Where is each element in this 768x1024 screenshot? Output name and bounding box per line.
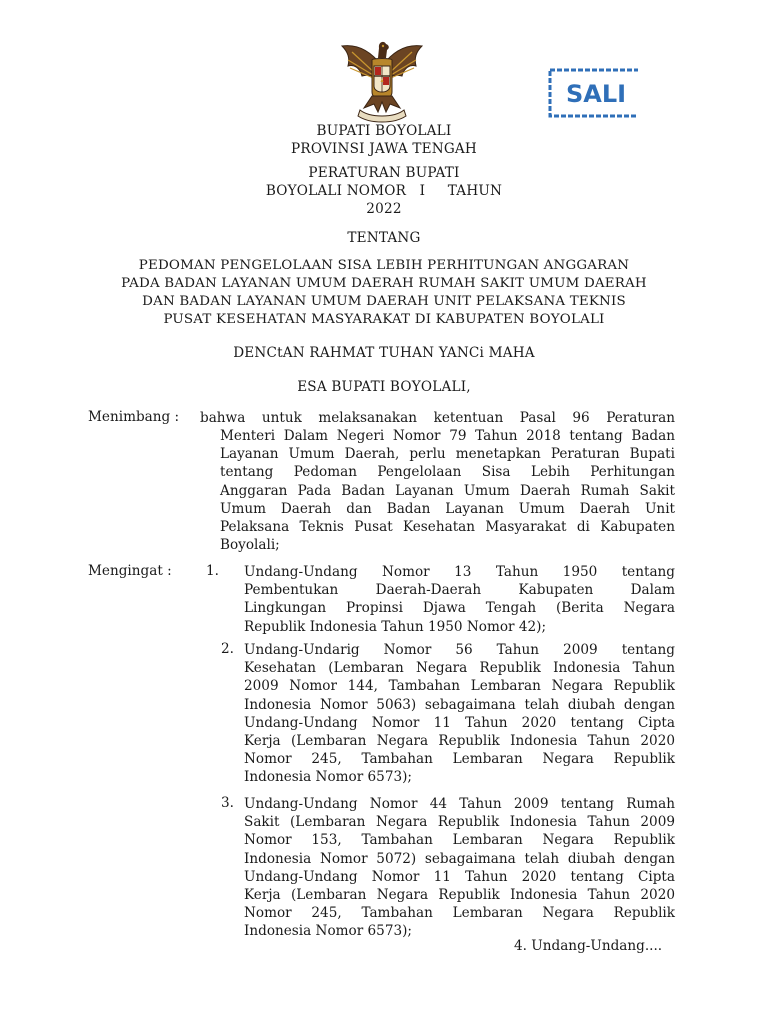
- list-number: 3.: [221, 795, 234, 811]
- text-line: Lingkungan Propinsi Djawa Tengah (Berita Negara: [244, 600, 675, 617]
- stamp-icon: [546, 64, 638, 122]
- header-regulation: PERATURAN BUPATI: [308, 165, 460, 181]
- text-line: Nomor 153, Tambahan Lembaran Negara Republik: [244, 832, 675, 849]
- header-tentang: TENTANG: [347, 230, 421, 246]
- menimbang-label: Menimbang :: [88, 409, 180, 425]
- text-line: Undang-Undang Nomor 11 Tahun 2020 tentang Cipta: [244, 714, 675, 731]
- text-line: Indonesia Nomor 5063) sebagaimana telah diubah dengan: [244, 696, 675, 713]
- header-year: 2022: [366, 201, 402, 217]
- title-line: PADA BADAN LAYANAN UMUM DAERAH RUMAH SAKIT UMUM DAERAH: [121, 276, 647, 291]
- text-line: Anggaran Pada Badan Layanan Umum Daerah Rumah Sakit: [220, 482, 675, 499]
- header-number: BOYOLALI NOMOR I TAHUN: [265, 183, 503, 199]
- text-line: tentang Pedoman Pengelolaan Sisa Lebih Perhitungan: [220, 464, 675, 481]
- text-line: Umum Daerah dan Badan Layanan Umum Daerah Unit: [220, 500, 675, 517]
- title-line: PEDOMAN PENGELOLAAN SISA LEBIH PERHITUNGAN ANGGARAN: [138, 258, 630, 273]
- text-line: Pembentukan Daerah-Daerah Kabupaten Dalam: [244, 582, 675, 599]
- next-page-catchword: 4. Undang-Undang....: [514, 938, 663, 954]
- stamp-text: SALI: [566, 80, 627, 108]
- text-line: Indonesia Nomor 6573);: [244, 769, 413, 786]
- mengingat-item-1: [244, 563, 675, 636]
- header-province: PROVINSI JAWA TENGAH: [291, 141, 477, 157]
- invocation-line: ESA BUPATI BOYOLALI,: [297, 379, 471, 395]
- header-regent: BUPATI BOYOLALI: [316, 123, 452, 139]
- text-line: 2009 Nomor 144, Tambahan Lembaran Negara Republik: [244, 678, 675, 695]
- title-line: PUSAT KESEHATAN MASYARAKAT DI KABUPATEN BOYOLALI: [163, 312, 605, 327]
- mengingat-item-3: [244, 795, 675, 941]
- text-line: Menteri Dalam Negeri Nomor 79 Tahun 2018 tentang Badan: [220, 428, 675, 444]
- text-line: Kerja (Lembaran Negara Republik Indonesia Tahun 2020: [244, 886, 675, 903]
- text-line: Republik Indonesia Tahun 1950 Nomor 42);: [244, 618, 547, 635]
- mengingat-label: Mengingat :: [88, 563, 172, 579]
- title-line: DAN BADAN LAYANAN UMUM DAERAH UNIT PELAKSANA TEKNIS: [142, 294, 626, 309]
- text-line: Layanan Umum Daerah, perlu menetapkan Peraturan Bupati: [220, 446, 675, 463]
- list-number: 1.: [206, 563, 219, 579]
- text-line: Undang-Undang Nomor 44 Tahun 2009 tentang Rumah: [244, 796, 675, 812]
- text-line: bahwa untuk melaksanakan ketentuan Pasal 96 Peraturan: [200, 410, 675, 426]
- text-line: Indonesia Nomor 5072) sebagaimana telah diubah dengan: [244, 850, 675, 867]
- menimbang-first-line: [200, 409, 675, 427]
- text-line: Nomor 245, Tambahan Lembaran Negara Republik: [244, 905, 675, 922]
- text-line: Undang-Undarig Nomor 56 Tahun 2009 tentang: [244, 642, 675, 658]
- text-line: Indonesia Nomor 6573);: [244, 923, 413, 940]
- menimbang-text: [220, 427, 675, 554]
- text-line: Kerja (Lembaran Negara Republik Indonesia Tahun 2020: [244, 732, 675, 749]
- invocation-line: DENCtAN RAHMAT TUHAN YANCi MAHA: [233, 345, 535, 361]
- text-line: Sakit (Lembaran Negara Republik Indonesia Tahun 2009: [244, 814, 675, 831]
- mengingat-item-2: [244, 641, 675, 787]
- text-line: Nomor 245, Tambahan Lembaran Negara Republik: [244, 751, 675, 768]
- text-line: Boyolali;: [220, 537, 280, 554]
- text-line: Undang-Undang Nomor 11 Tahun 2020 tentang Cipta: [244, 868, 675, 885]
- list-number: 2.: [221, 641, 234, 657]
- text-line: Pelaksana Teknis Pusat Kesehatan Masyarakat di Kabupaten: [220, 518, 675, 535]
- text-line: Kesehatan (Lembaran Negara Republik Indonesia Tahun: [244, 660, 675, 677]
- garuda-emblem-icon: [334, 36, 430, 124]
- text-line: Undang-Undang Nomor 13 Tahun 1950 tentang: [244, 564, 675, 580]
